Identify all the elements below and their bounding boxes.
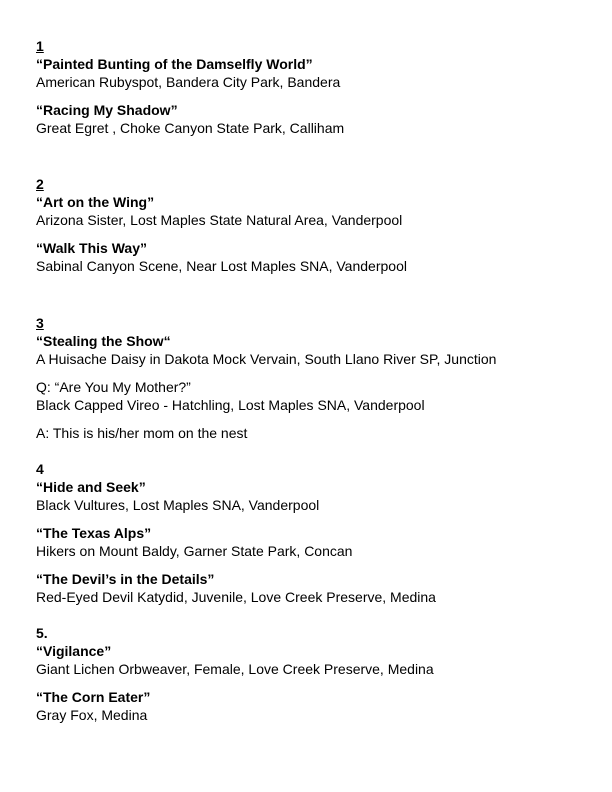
photo-entry xyxy=(36,424,596,442)
photo-title: “Racing My Shadow” xyxy=(36,102,178,118)
photo-title: “The Texas Alps” xyxy=(36,525,152,541)
photo-description: Hikers on Mount Baldy, Garner State Park, Concan xyxy=(36,543,353,559)
answer-line: A: This is his/her mom on the nest xyxy=(36,425,248,441)
photo-list xyxy=(36,37,596,734)
photo-entry xyxy=(36,239,596,275)
photo-title: “Vigilance” xyxy=(36,643,112,659)
photo-title: “The Corn Eater” xyxy=(36,689,151,705)
photo-entry xyxy=(36,332,596,368)
photo-title: “Stealing the Show“ xyxy=(36,333,171,349)
photo-title: “Hide and Seek” xyxy=(36,479,146,495)
section-spacer xyxy=(36,452,596,460)
photo-description: A Huisache Daisy in Dakota Mock Vervain, South Llano River SP, Junction xyxy=(36,351,497,367)
photo-title: “Art on the Wing” xyxy=(36,194,155,210)
photo-title: “Walk This Way” xyxy=(36,240,147,256)
photo-entry xyxy=(36,378,596,414)
photo-entry xyxy=(36,193,596,229)
section-number: 2 xyxy=(36,176,44,192)
section-number: 5. xyxy=(36,625,48,641)
photo-entry xyxy=(36,55,596,91)
section-2 xyxy=(36,175,596,275)
photo-description: Black Capped Vireo - Hatchling, Lost Maples SNA, Vanderpool xyxy=(36,397,425,413)
photo-description: Great Egret , Choke Canyon State Park, Calliham xyxy=(36,120,345,136)
photo-title: “Painted Bunting of the Damselfly World” xyxy=(36,56,313,72)
photo-entry xyxy=(36,524,596,560)
photo-entry xyxy=(36,688,596,724)
section-spacer xyxy=(36,616,596,624)
photo-title: “The Devil’s in the Details” xyxy=(36,571,215,587)
section-5 xyxy=(36,624,596,724)
photo-entry xyxy=(36,101,596,137)
photo-description: Arizona Sister, Lost Maples State Natural Area, Vanderpool xyxy=(36,212,403,228)
question-line: Q: “Are You My Mother?” xyxy=(36,379,191,395)
section-number: 3 xyxy=(36,315,44,331)
section-3 xyxy=(36,314,596,442)
section-spacer xyxy=(36,147,596,175)
photo-description: Sabinal Canyon Scene, Near Lost Maples SNA, Vanderpool xyxy=(36,258,407,274)
photo-description: Red-Eyed Devil Katydid, Juvenile, Love Creek Preserve, Medina xyxy=(36,589,436,605)
section-1 xyxy=(36,37,596,137)
photo-description: American Rubyspot, Bandera City Park, Bandera xyxy=(36,74,341,90)
photo-description: Gray Fox, Medina xyxy=(36,707,148,723)
section-spacer xyxy=(36,285,596,314)
section-number: 4 xyxy=(36,461,44,477)
photo-description: Giant Lichen Orbweaver, Female, Love Creek Preserve, Medina xyxy=(36,661,434,677)
photo-entry xyxy=(36,478,596,514)
section-4 xyxy=(36,460,596,606)
photo-description: Black Vultures, Lost Maples SNA, Vanderpool xyxy=(36,497,320,513)
photo-entry xyxy=(36,642,596,678)
section-number: 1 xyxy=(36,38,44,54)
photo-entry xyxy=(36,570,596,606)
